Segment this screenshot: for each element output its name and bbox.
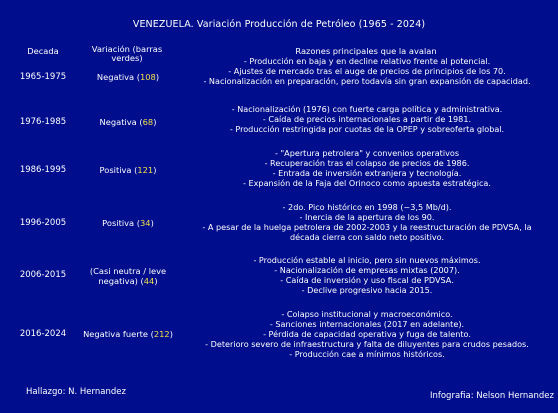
- variation-cell: [80, 117, 176, 127]
- variation-text: Positiva (: [99, 165, 138, 175]
- reason-line: - Producción estable al inicio, pero sin nuevos máximos.: [253, 255, 481, 265]
- reason-line: - Producción cae a mínimos históricos.: [289, 349, 445, 359]
- variation-close: ): [153, 117, 157, 127]
- reason-line: - Colapso institucional y macroeconómico.: [281, 309, 453, 319]
- variation-text: (Casi neutra / leve negativa) (: [89, 266, 167, 286]
- variation-cell: [80, 165, 176, 175]
- reason-line: - "Apertura petrolera" y convenios operativos: [274, 148, 460, 158]
- footer-hallazgo: Hallazgo: N. Hernandez: [26, 387, 126, 397]
- header-razones: Razones principales que la avalan: [295, 46, 437, 56]
- page-title: VENEZUELA. Variación Producción de Petróleo (1965 - 2024): [132, 19, 426, 30]
- reason-line: - 2do. Pico histórico en 1998 (~3,5 Mb/d).: [282, 202, 452, 212]
- variation-cell: [80, 72, 176, 82]
- variation-cell: [80, 266, 176, 286]
- reason-line: - Ajustes de mercado tras el auge de precios de principios de los 70.: [228, 66, 506, 76]
- reason-line: - Sanciones internacionales (2017 en adelante).: [269, 319, 465, 329]
- decade-label: 1976-1985: [19, 117, 67, 127]
- reason-line: - Nacionalización (1976) con fuerte carga política y administrativa.: [231, 104, 503, 114]
- variation-close: ): [150, 218, 154, 228]
- reason-line: - Caída de inversión y uso fiscal de PDVSA.: [280, 275, 454, 285]
- variation-value: 121: [137, 165, 154, 175]
- reason-line: década cierra con saldo neto positivo.: [289, 232, 445, 242]
- reason-line: - Nacionalización de empresas mixtas (2007).: [274, 265, 460, 275]
- variation-value: 44: [143, 276, 155, 286]
- decade-label: 1986-1995: [19, 165, 67, 175]
- reason-line: - Caída de precios internacionales a partir de 1981.: [262, 114, 472, 124]
- reasons-cell: [180, 309, 554, 359]
- reason-line: - Recuperación tras el colapso de precios de 1986.: [264, 158, 470, 168]
- variation-text: Negativa (: [99, 117, 143, 127]
- decade-label: 1965-1975: [19, 72, 67, 82]
- decade-label: 2006-2015: [19, 270, 67, 280]
- variation-value: 108: [140, 72, 156, 82]
- footer-infografia: Infografia: Nelson Hernandez: [429, 391, 554, 401]
- reason-line: - Deterioro severo de infraestructura y falta de diluyentes para crudos pesados.: [205, 339, 529, 349]
- variation-value: 68: [142, 117, 154, 127]
- reasons-cell: [180, 104, 554, 134]
- decade-label: 2016-2024: [19, 329, 67, 339]
- reasons-cell: [180, 255, 554, 295]
- header-variacion: Variación (barras verdes): [91, 44, 163, 63]
- reason-line: - Expansión de la Faja del Orinoco como apuesta estratégica.: [243, 178, 491, 188]
- variation-close: ): [169, 329, 173, 339]
- variation-text: Negativa fuerte (: [83, 329, 154, 339]
- variation-text: Negativa (: [96, 72, 140, 82]
- reason-line: - Entrada de inversión extranjera y tecnología.: [272, 168, 462, 178]
- reason-line: - Pérdida de capacidad operativa y fuga de talento.: [263, 329, 471, 339]
- reason-line: - Producción restringida por cuotas de la OPEP y sobreoferta global.: [229, 124, 505, 134]
- reasons-cell: [180, 202, 554, 242]
- reasons-cell: [180, 56, 554, 86]
- variation-close: ): [154, 276, 158, 286]
- reason-line: - Declive progresivo hacia 2015.: [301, 285, 433, 295]
- variation-close: ): [153, 165, 157, 175]
- reason-line: - Inercia de la apertura de los 90.: [299, 212, 435, 222]
- variation-cell: [80, 329, 176, 339]
- reason-line: - Producción en baja y en decline relativo frente al potencial.: [243, 56, 491, 66]
- variation-text: Positiva (: [102, 218, 141, 228]
- variation-close: ): [155, 72, 160, 82]
- reason-line: - Nacionalización en preparación, pero todavía sin gran expansión de capacidad.: [203, 76, 531, 86]
- reasons-cell: [180, 148, 554, 188]
- variation-cell: [80, 218, 176, 228]
- decade-label: 1996-2005: [19, 218, 67, 228]
- variation-value: 212: [153, 329, 170, 339]
- variation-value: 34: [140, 218, 151, 228]
- reason-line: - A pesar de la huelga petrolera de 2002-2003 y la reestructuración de PDVSA, la: [202, 222, 532, 232]
- header-decada: Decada: [27, 46, 59, 56]
